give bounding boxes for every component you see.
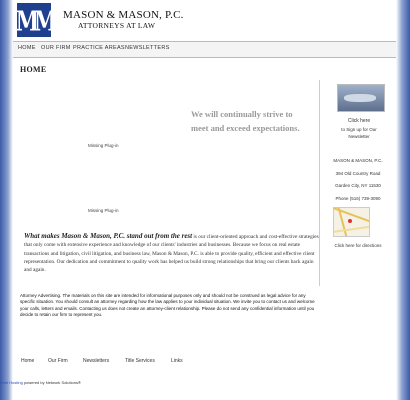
header — [13, 0, 396, 40]
nav-newsletters[interactable]: NEWSLETTERS — [125, 45, 170, 51]
sidebar-divider — [319, 80, 320, 286]
newsletter-image[interactable] — [337, 84, 385, 112]
directions-map[interactable] — [333, 207, 370, 237]
directions-link[interactable]: Click here for directions — [334, 243, 382, 248]
intro-heading: What makes Mason & Mason, P.C. stand out from the rest — [24, 232, 193, 240]
sidebar-firm-name: MASON & MASON, P.C. — [333, 158, 383, 163]
intro-paragraph — [24, 232, 322, 274]
footer-link-home[interactable]: Home — [21, 358, 35, 364]
sidebar-phone: Phone (516) 739-3090 — [335, 196, 381, 201]
newsletter-label[interactable]: Newsletter — [348, 134, 370, 139]
firm-subtitle: ATTORNEYS AT LAW — [78, 21, 156, 30]
footer-link-our-firm[interactable]: Our Firm — [48, 358, 68, 364]
missing-plugin-1: Missing Plug-in — [88, 143, 119, 148]
page — [13, 0, 396, 400]
slogan: We will continually strive to meet and exceed expectations. — [191, 109, 300, 133]
nav-home[interactable]: HOME — [18, 45, 36, 51]
map-pin-icon — [348, 219, 352, 223]
footer-link-title-services[interactable]: Title Services — [125, 358, 155, 364]
footer-link-links[interactable]: Links — [171, 358, 183, 364]
footer-link-newsletters[interactable]: Newsletters — [83, 358, 110, 364]
intro-text: is our client-oriented approach and cost-effective strategies that only come with extensive experience and knowledge of our clients' industries and businesses. Because we focus on real estate transactions and litigation, civil litigation, and business law, Mason & Mason, P.C. is able to provide quality, efficient and effective client representation. Our dedication and commitment to quality work has helped us build strong relationships that bring our clients back again and again. — [24, 234, 319, 274]
newsletter-click-here[interactable]: Click here — [347, 118, 371, 124]
web-hosting-link[interactable]: Web Hosting — [0, 380, 23, 385]
page-title: HOME — [20, 65, 47, 74]
nav-practice-areas[interactable]: PRACTICE AREAS — [73, 45, 125, 51]
firm-name: MASON & MASON, P.C. — [63, 9, 184, 21]
sidebar-city: Garden City, NY 11530 — [335, 183, 381, 188]
sidebar-address: 394 Old Country Road — [335, 171, 381, 176]
disclaimer: Attorney Advertising. The materials on this site are intended for informational purposes only and should not be construed as legal advice for any specific situation. You should consult an attorney regarding how the law applies to your individual situation. We invite you to contact us and welcome your calls, letters and emails. Contacting us does not create an attorney-client relationship. Please do not send any confidential information until you decide to retain our firm to represent you. — [20, 293, 315, 318]
missing-plugin-2: Missing Plug-in — [88, 208, 119, 213]
top-nav — [13, 41, 396, 58]
nav-our-firm[interactable]: OUR FIRM — [41, 45, 71, 51]
firm-logo[interactable]: MM — [15, 3, 53, 37]
hosting-credit: Web Hosting powered by Network Solutions® — [0, 380, 81, 385]
newsletter-signup[interactable]: to Sign up for Our — [341, 127, 377, 132]
